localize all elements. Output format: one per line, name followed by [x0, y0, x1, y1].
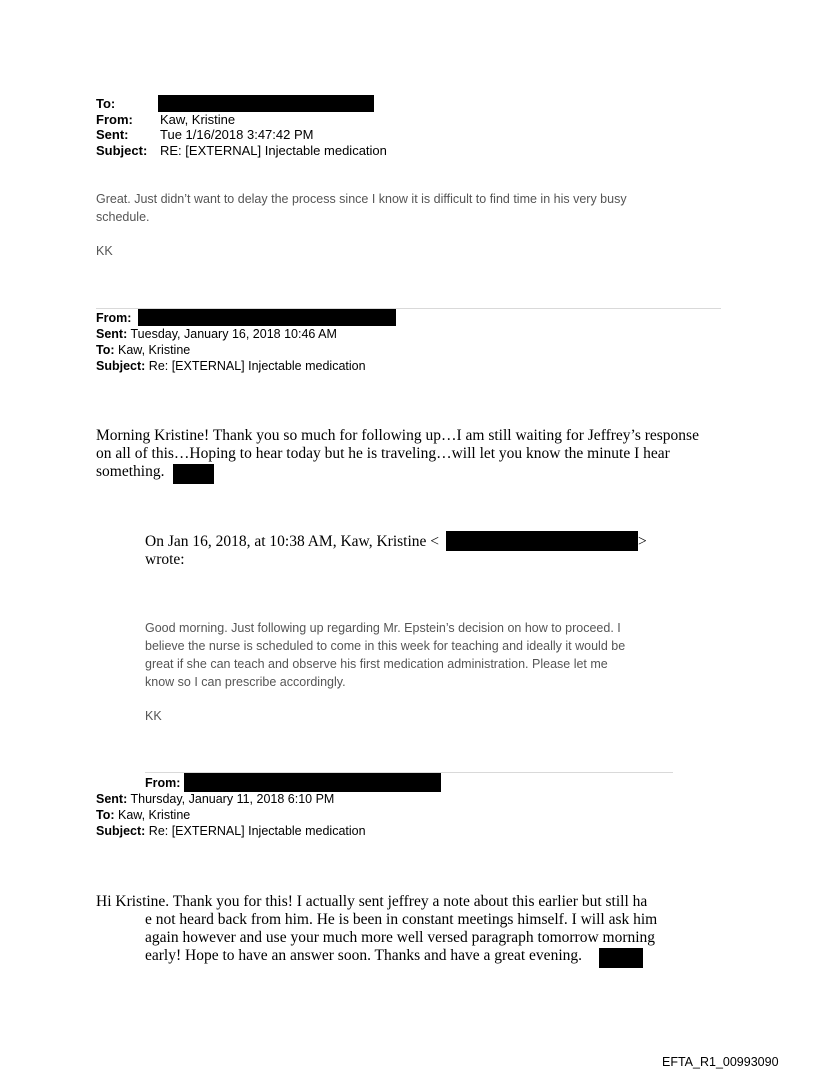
- message-3-line: again however and use your much more well versed paragraph tomorrow morning: [145, 929, 656, 946]
- subject-label: Subject:: [96, 143, 148, 158]
- redaction-to: [158, 95, 374, 112]
- sent-value: Tuesday, January 16, 2018 10:46 AM: [127, 327, 337, 341]
- reply-1-line: schedule.: [96, 210, 150, 224]
- to-label: To:: [96, 808, 115, 822]
- quote-body: [145, 619, 705, 691]
- quote-wrote: wrote:: [145, 551, 185, 568]
- reply-1-line: Great. Just didn’t want to delay the process since I know it is difficult to find time in his very busy: [96, 192, 627, 206]
- quote-attribution-line: [145, 533, 439, 551]
- subject-value: Re: [EXTERNAL] Injectable medication: [145, 359, 366, 373]
- to-label: To:: [96, 343, 115, 357]
- reply-1-signoff: KK: [96, 244, 113, 258]
- reply-1-body: [96, 190, 736, 226]
- to-label: To:: [96, 96, 116, 111]
- message-3-line: early! Hope to have an answer soon. Thanks and have a great evening.: [145, 947, 582, 964]
- from-label: From:: [96, 311, 132, 325]
- subject-label: Subject:: [96, 359, 146, 373]
- quote-attribution-close: >: [638, 533, 647, 550]
- to-value: Kaw, Kristine: [114, 343, 191, 357]
- redaction-from: [184, 773, 441, 792]
- from-label: From:: [96, 112, 133, 127]
- quote-line: great if she can teach and observe his first medication administration. Please let me: [145, 657, 608, 671]
- email-header-3: [96, 791, 366, 839]
- to-value: Kaw, Kristine: [114, 808, 191, 822]
- redaction-signature: [173, 464, 214, 484]
- sent-label: Sent:: [96, 792, 128, 806]
- quote-line: know so I can prescribe accordingly.: [145, 675, 346, 689]
- redaction-signature: [599, 948, 643, 968]
- message-3-first-line: Hi Kristine. Thank you for this! I actually sent jeffrey a note about this earlier but still ha: [96, 893, 648, 910]
- email-header-3-from: [145, 775, 180, 791]
- subject-label: Subject:: [96, 824, 146, 838]
- message-3-body: [145, 911, 765, 965]
- message-2-line: something.: [96, 463, 165, 480]
- message-2-line: Morning Kristine! Thank you so much for following up…I am still waiting for Jeffrey’s response: [96, 427, 699, 444]
- sent-label: Sent:: [96, 127, 129, 142]
- quote-line: believe the nurse is scheduled to come in this week for teaching and ideally it would be: [145, 639, 626, 653]
- redaction-email: [446, 531, 638, 551]
- subject-value: RE: [EXTERNAL] Injectable medication: [160, 143, 387, 158]
- quote-attribution: On Jan 16, 2018, at 10:38 AM, Kaw, Kristine <: [145, 533, 440, 550]
- sent-value: Thursday, January 11, 2018 6:10 PM: [127, 792, 335, 806]
- sent-label: Sent:: [96, 327, 128, 341]
- sent-value: Tue 1/16/2018 3:47:42 PM: [160, 127, 314, 142]
- message-3-line: e not heard back from him. He is been in constant meetings himself. I will ask him: [145, 911, 658, 928]
- quote-line: Good morning. Just following up regarding Mr. Epstein’s decision on how to proceed. I: [145, 621, 621, 635]
- from-label: From:: [145, 776, 181, 790]
- message-2-line: on all of this…Hoping to hear today but he is traveling…will let you know the minute I hear: [96, 445, 670, 462]
- quote-signoff: KK: [145, 709, 162, 723]
- redaction-from: [138, 309, 396, 326]
- from-value: Kaw, Kristine: [160, 112, 236, 127]
- subject-value: Re: [EXTERNAL] Injectable medication: [145, 824, 366, 838]
- document-id: EFTA_R1_00993090: [662, 1055, 779, 1069]
